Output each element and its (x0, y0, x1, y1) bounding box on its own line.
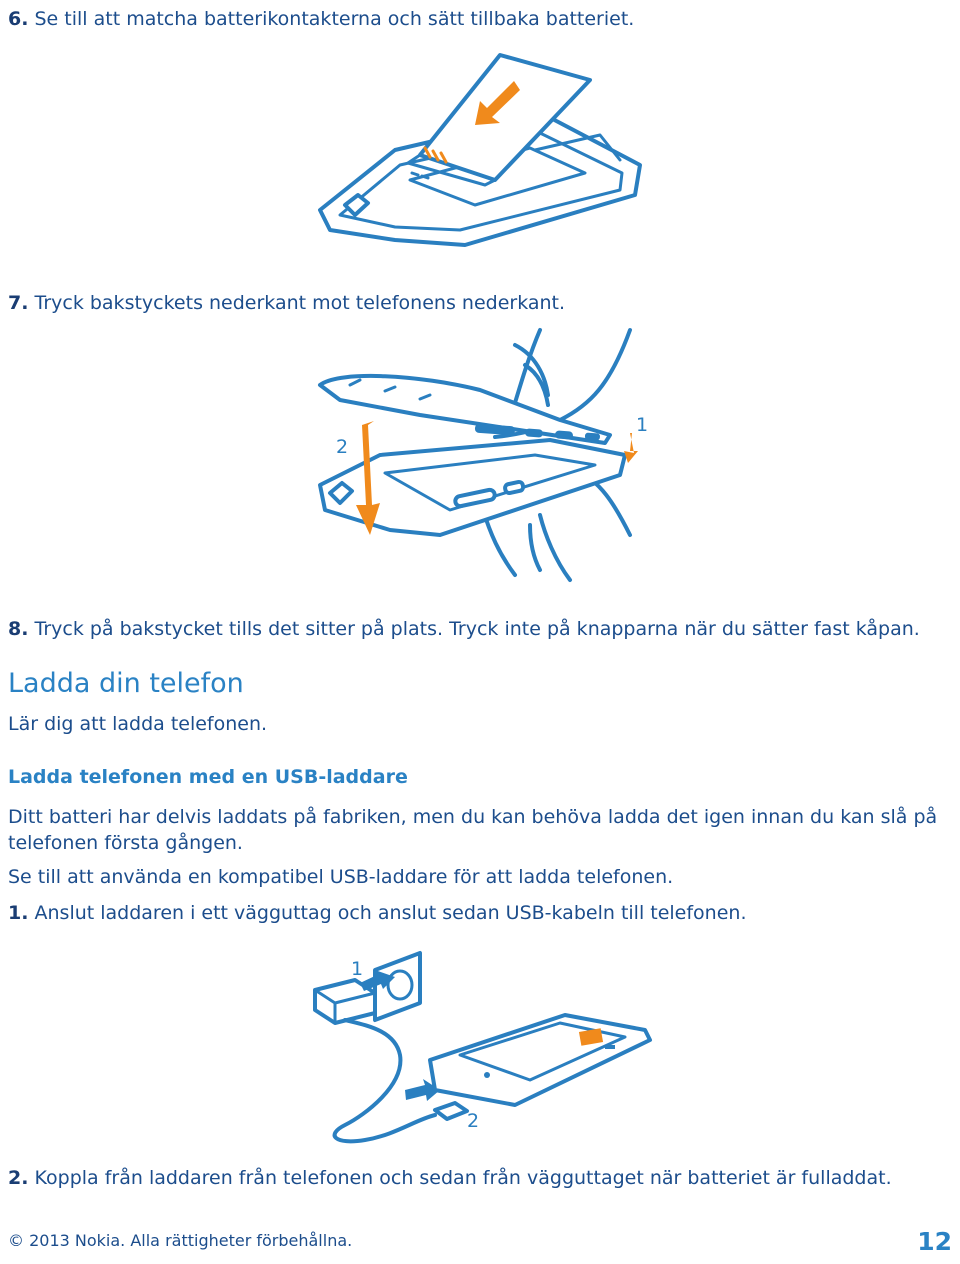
charge-figure-label-1: 1 (351, 958, 364, 980)
step-7-figure-label-2: 2 (336, 436, 349, 458)
charger-illustration (305, 945, 665, 1150)
charge-step-2-text: Koppla från laddaren från telefonen och sedan från vägguttaget när batteriet är fulladdat. (34, 1167, 892, 1189)
battery-insert-illustration (300, 45, 660, 260)
charge-step-2-number: 2. (8, 1167, 29, 1189)
charge-step-1 (8, 902, 747, 924)
step-6 (8, 8, 634, 30)
step-8-number: 8. (8, 618, 29, 640)
charge-step-1-text: Anslut laddaren i ett vägguttag och anslut sedan USB-kabeln till telefonen. (34, 902, 747, 924)
section-heading: Ladda din telefon (8, 668, 244, 699)
step-7-text: Tryck bakstyckets nederkant mot telefonens nederkant. (34, 292, 566, 314)
step-6-number: 6. (8, 8, 29, 30)
step-7-figure-label-1: 1 (636, 414, 649, 436)
charge-step-1-number: 1. (8, 902, 29, 924)
page-number: 12 (917, 1227, 952, 1256)
charge-figure-label-2: 2 (467, 1110, 480, 1132)
footer-copyright: © 2013 Nokia. Alla rättigheter förbehållna. (8, 1231, 353, 1250)
step-7-number: 7. (8, 292, 29, 314)
section-paragraph-2: Se till att använda en kompatibel USB-laddare för att ladda telefonen. (8, 866, 674, 888)
step-6-text: Se till att matcha batterikontakterna och sätt tillbaka batteriet. (34, 8, 635, 30)
charge-step-2 (8, 1167, 892, 1189)
step-8-text: Tryck på bakstycket tills det sitter på plats. Tryck inte på knapparna när du sätter fast kåpan. (34, 618, 920, 640)
back-cover-illustration (300, 325, 680, 595)
section-subheading: Ladda telefonen med en USB-laddare (8, 766, 408, 788)
section-paragraph-1: Ditt batteri har delvis laddats på fabriken, men du kan behöva ladda det igen innan du kan slå på telefonen första gången. (8, 806, 938, 854)
step-7 (8, 292, 565, 314)
section-intro: Lär dig att ladda telefonen. (8, 713, 268, 735)
step-8 (8, 618, 920, 640)
